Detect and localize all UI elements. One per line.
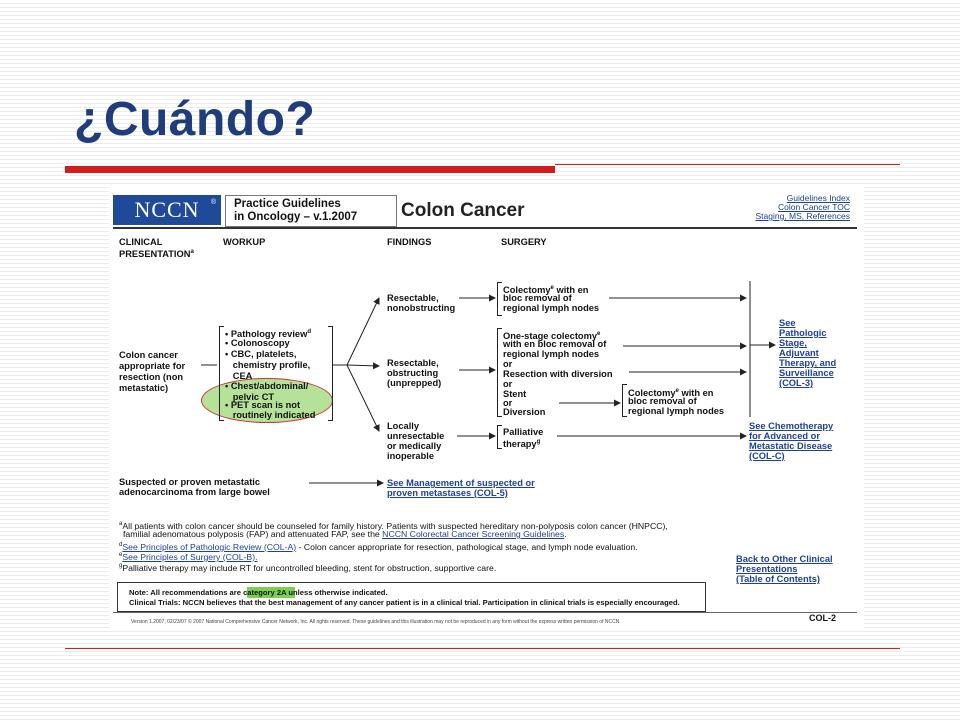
clinical-presentation-line: appropriate for <box>119 361 186 371</box>
nav-link-colon-cancer-toc[interactable]: Colon Cancer TOC <box>778 202 850 212</box>
surgery-one-stage: Resection with diversion <box>503 369 613 379</box>
footnote-a-cont: familial adenomatous polyposis (FAP) and attenuated FAP, see the NCCN Colorectal Cancer Screening Guidelines. <box>123 529 567 539</box>
link-chemotherapy[interactable]: for Advanced or <box>749 431 820 441</box>
footnote-e: $^e$See Principles of Surgery (COL-B). <box>119 551 258 562</box>
link-principles-surgery[interactable]: See Principles of Surgery (COL-B). <box>122 551 258 562</box>
footnote-g: $^g$Palliative therapy may include RT for uncontrolled bleeding, stent for obstruction, supportive care. <box>119 562 497 573</box>
finding-resectable-obstructing: (unprepped) <box>387 378 442 388</box>
finding-resectable-obstructing: Resectable, <box>387 358 439 368</box>
nav-link-guidelines-index[interactable]: Guidelines Index <box>786 193 850 203</box>
workup-item: • Colonoscopy <box>225 338 290 348</box>
link-pathologic-stage[interactable]: (COL-3) <box>779 378 814 388</box>
surgery-one-stage: or <box>503 379 513 389</box>
bottom-rule <box>65 648 900 649</box>
slide-title: ¿Cuándo? <box>74 93 316 146</box>
link-pathologic-stage[interactable]: Therapy, and <box>779 358 837 368</box>
link-pathologic-stage[interactable]: Adjuvant <box>779 348 819 358</box>
workup-item: • Pathology review$^d$ <box>225 329 311 340</box>
link-pathologic-stage[interactable]: Pathologic <box>779 328 827 338</box>
note-line-2: Clinical Trials: NCCN believes that the best management of any cancer patient is in a clinical trial. Participation in clinical trials is especially encouraged. <box>129 598 680 607</box>
surgery-one-stage: or <box>503 398 513 408</box>
column-header-presentation: PRESENTATION$^a$ <box>119 249 194 260</box>
registered-mark: ® <box>210 199 216 206</box>
surgery-one-stage: or <box>503 359 513 369</box>
link-pathologic-stage[interactable]: Surveillance <box>779 368 834 378</box>
finding-locally-unresectable: unresectable <box>387 431 445 441</box>
surgery-one-stage: Stent <box>503 389 527 399</box>
surgery-colectomy-2: Colectomy$^e$ with en <box>628 388 714 399</box>
link-pathologic-stage[interactable]: Stage, <box>779 338 807 348</box>
document-title: Colon Cancer <box>401 200 525 221</box>
copyright-text: Version 1.2007, 02/23/07 © 2007 National Comprehensive Cancer Network, Inc. All rights reserved. These guidelines and this illustration may not be reproduced in any form without the express written permission of NCCN. <box>131 619 621 625</box>
surgery-palliative: therapy$^g$ <box>503 439 541 450</box>
logo-text: NCCN <box>134 197 200 222</box>
surgery-one-stage: One-stage colectomy$^e$ <box>503 331 601 342</box>
workup-item: pelvic CT <box>225 392 275 402</box>
column-header-workup: WORKUP <box>223 237 266 247</box>
link-chemotherapy[interactable]: Metastatic Disease <box>749 441 833 451</box>
link-back-to-presentations[interactable]: Back to Other Clinical <box>736 554 833 564</box>
metastatic-presentation: adenocarcinoma from large bowel <box>119 487 270 497</box>
column-header-surgery: SURGERY <box>501 237 547 247</box>
workup-item: chemistry profile, <box>225 360 311 370</box>
workup-item: • CBC, platelets, <box>225 349 297 359</box>
surgery-colectomy: Colectomy$^e$ with en <box>503 285 589 296</box>
link-metastases[interactable]: proven metastases (COL-5) <box>387 488 508 498</box>
link-back-to-presentations[interactable]: Presentations <box>736 564 798 574</box>
workup-item: CEA <box>225 371 253 381</box>
column-header-clinical: CLINICAL <box>119 237 163 247</box>
finding-locally-unresectable: Locally <box>387 421 420 431</box>
arrow-to-nonobstructing <box>347 298 379 365</box>
finding-locally-unresectable: inoperable <box>387 451 435 461</box>
link-screening-guidelines[interactable]: NCCN Colorectal Cancer Screening Guidelines <box>382 529 565 539</box>
metastatic-presentation: Suspected or proven metastatic <box>119 477 261 487</box>
finding-resectable-nonobstructing: Resectable, <box>387 293 439 303</box>
arrow-to-obstructing <box>347 365 379 366</box>
finding-resectable-nonobstructing: nonobstructing <box>387 303 456 313</box>
nav-link-staging[interactable]: Staging, MS, References <box>755 211 850 221</box>
page-code: COL-2 <box>809 613 836 623</box>
surgery-colectomy-2: regional lymph nodes <box>628 406 725 416</box>
footer-rule <box>113 612 857 613</box>
title-accent-bar <box>65 166 555 173</box>
link-chemotherapy[interactable]: (COL-C) <box>749 451 785 461</box>
workup-item: routinely indicated <box>225 410 316 420</box>
surgery-palliative: Palliative <box>503 427 544 437</box>
surgery-colectomy: regional lymph nodes <box>503 303 600 313</box>
column-header-findings: FINDINGS <box>387 237 432 247</box>
guidelines-line-1: Practice Guidelines <box>234 198 341 210</box>
link-chemotherapy[interactable]: See Chemotherapy <box>749 421 834 431</box>
footnote-d: $^d$See Principles of Pathologic Review (COL-A) - Colon cancer appropriate for resection, pathological stage, and lymph node evaluation. <box>119 541 638 552</box>
link-pathologic-review[interactable]: See Principles of Pathologic Review (COL-A) <box>122 541 297 552</box>
clinical-presentation-line: resection (non <box>119 372 184 382</box>
surgery-colectomy: bloc removal of <box>503 293 572 303</box>
surgery-one-stage: Diversion <box>503 407 546 417</box>
guidelines-line-2: in Oncology – v.1.2007 <box>234 211 358 223</box>
surgery-one-stage: regional lymph nodes <box>503 349 600 359</box>
link-back-to-presentations[interactable]: (Table of Contents) <box>736 574 821 584</box>
nccn-guideline-document <box>109 185 864 631</box>
clinical-presentation-line: metastatic) <box>119 383 169 393</box>
surgery-one-stage: with en bloc removal of <box>503 339 607 349</box>
clinical-presentation-line: Colon cancer <box>119 350 178 360</box>
finding-resectable-obstructing: obstructing <box>387 368 439 378</box>
finding-locally-unresectable: or medically <box>387 441 442 451</box>
workup-item: • Chest/abdominal/ <box>225 381 309 391</box>
note-line-1: Note: All recommendations are category 2A unless otherwise indicated. <box>129 588 388 597</box>
footnote-a: $^a$All patients with colon cancer should be counseled for family history. Patients with suspected hereditary non-polyposis colon cancer (HNPCC), <box>119 520 668 531</box>
link-pathologic-stage[interactable]: See <box>779 318 796 328</box>
workup-item: • PET scan is not <box>225 400 301 410</box>
surgery-colectomy-2: bloc removal of <box>628 396 697 406</box>
title-rule <box>555 164 900 165</box>
arrow-to-unresectable <box>347 365 379 431</box>
link-metastases[interactable]: See Management of suspected or <box>387 478 535 488</box>
